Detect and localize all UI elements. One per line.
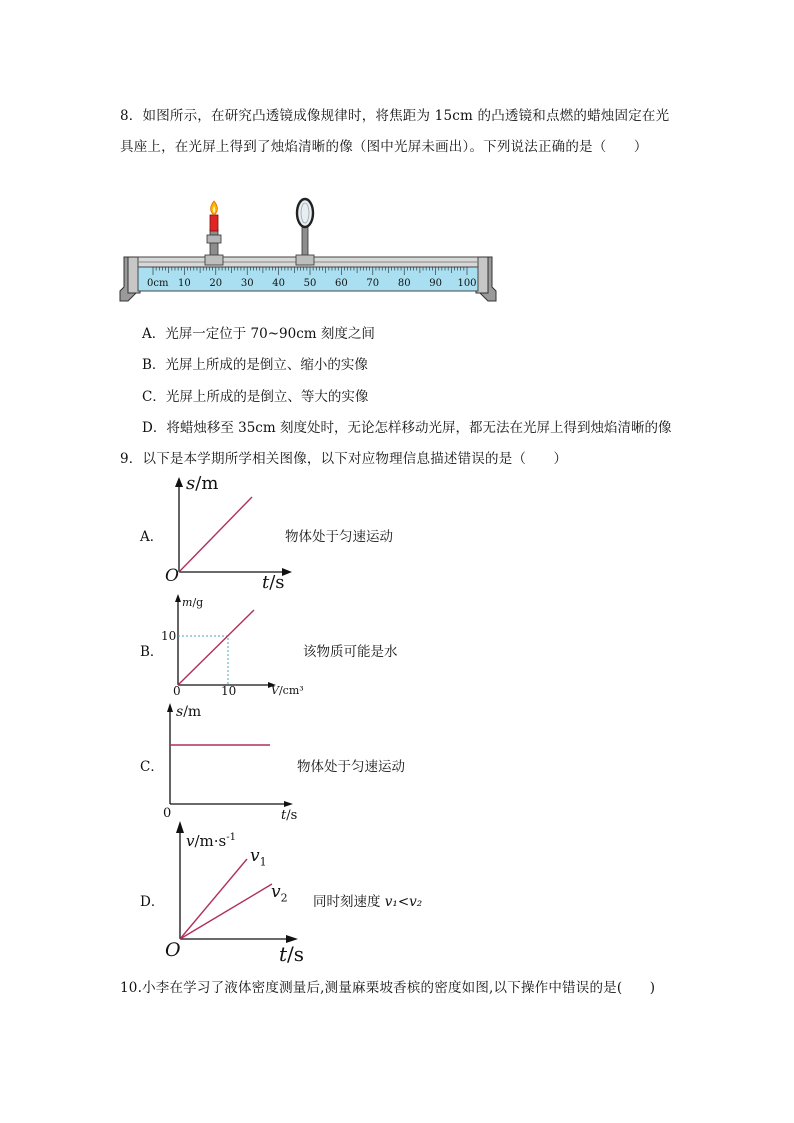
graph-b [160, 592, 280, 692]
q8-stem-line2: 具座上，在光屏上得到了烛焰清晰的像（图中光屏未画出）。下列说法正确的是（ ） [120, 139, 648, 155]
bench-tick-label: 80 [397, 278, 411, 289]
q10-stem: 10.小李在学习了液体密度测量后,测量麻栗坡香槟的密度如图,以下操作中错误的是( ) [120, 980, 656, 996]
graph-d-ylabel: $v/m\cdot s^{-1}$ [186, 832, 236, 850]
q8-option-a: A．光屏一定位于 70~90cm 刻度之间 [142, 326, 375, 342]
q9-option-c-label: C． [140, 759, 164, 775]
graph-c-origin: 0 [163, 806, 172, 821]
graph-b-desc: 该物质可能是水 [303, 644, 398, 660]
bench-tick-label: 40 [272, 278, 285, 289]
convex-lens [296, 199, 314, 265]
bench-tick-label: 0cm [147, 278, 169, 289]
graph-d-origin: O [165, 939, 181, 961]
graph-b-ylabel: m/g [182, 596, 204, 609]
graph-d-desc: 同时刻速度 v₁<v₂ [313, 894, 423, 910]
q9-option-a-label: A． [140, 529, 164, 545]
graph-b-xlabel: V/cm³ [271, 684, 304, 697]
graph-d-line2-label: $v_2$ [271, 882, 288, 905]
candle [205, 201, 223, 265]
q8-option-c: C．光屏上所成的是倒立、等大的实像 [142, 389, 369, 405]
q8-stem-line1: 8．如图所示，在研究凸透镜成像规律时，将焦距为 15cm 的凸透镜和点燃的蜡烛固定在光 [120, 108, 670, 124]
bench-tick-label: 50 [303, 278, 317, 289]
q8-option-d: D．将蜡烛移至 35cm 刻度处时，无论怎样移动光屏，都无法在光屏上得到烛焰清晰的像 [142, 420, 672, 436]
bench-tick-label: 60 [335, 278, 348, 289]
graph-b-ytick: 10 [161, 629, 177, 643]
graph-a-origin: O [165, 566, 179, 586]
bench-tick-label: 90 [429, 278, 442, 289]
graph-c-xlabel: t/s [281, 808, 298, 823]
graph-b-xtick: 10 [221, 684, 237, 698]
graph-d-line1-label: $v_1$ [250, 846, 267, 869]
graph-c-desc: 物体处于匀速运动 [297, 759, 405, 775]
bench-tick-label: 70 [366, 278, 380, 289]
graph-d-xlabel: t/s [279, 942, 305, 966]
q8-option-b: B．光屏上所成的是倒立、缩小的实像 [142, 357, 368, 373]
graph-a-xlabel: t/s [262, 572, 285, 593]
bench-tick-label: 30 [240, 278, 254, 289]
bench-tick-label: 20 [209, 278, 223, 289]
bench-tick-label: 10 [178, 278, 191, 289]
graph-a-ylabel: s/m [186, 473, 219, 494]
q9-option-b-label: B． [140, 644, 164, 660]
q9-stem: 9．以下是本学期所学相关图像，以下对应物理信息描述错误的是（ ） [120, 451, 568, 467]
graph-c-ylabel: s/m [176, 704, 202, 720]
bench-tick-label: 100 [457, 278, 477, 289]
optical-bench-figure [118, 195, 498, 325]
graph-b-origin: 0 [173, 684, 181, 698]
q9-option-d-label: D． [140, 894, 165, 910]
graph-a-desc: 物体处于匀速运动 [285, 529, 393, 545]
